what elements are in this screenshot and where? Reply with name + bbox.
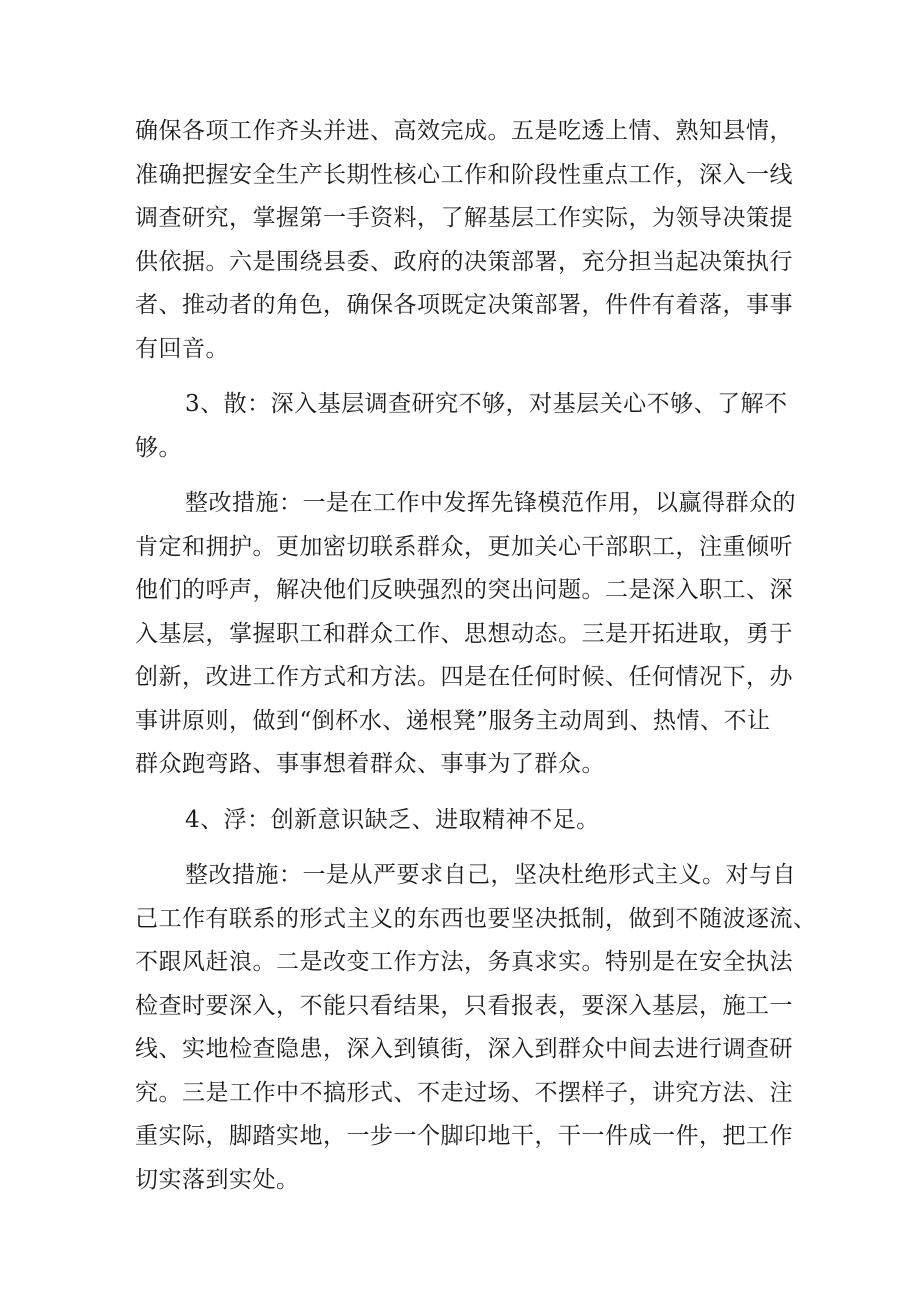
text-line: 够。	[135, 434, 182, 461]
paragraph-2-heading	[135, 383, 790, 470]
text-line: 事讲原则，做到“倒杯水、递根凳”服务主动周到、热情、不让	[135, 707, 771, 734]
text-line: 调查研究，掌握第一手资料，了解基层工作实际，为领导决策提	[135, 205, 793, 231]
text-line: 检查时要深入，不能只看结果，只看报表，要深入基层，施工一	[135, 992, 793, 1019]
text-line: 己工作有联系的形式主义的东西也要坚决抵制，做到不随波逐流、	[135, 905, 817, 932]
text-line: 4、浮：创新意识缺乏、进取精神不足。	[185, 806, 600, 833]
text-line: 群众跑弯路、事事想着群众、事事为了群众。	[135, 751, 605, 777]
text-line: 者、推动者的角色，确保各项既定决策部署，件件有着落，事事	[135, 292, 793, 318]
text-line: 供依据。六是围绕县委、政府的决策部署，充分担当起决策执行	[135, 248, 793, 275]
text-line: 究。三是工作中不搞形式、不走过场、不摆样子，讲究方法、注	[135, 1079, 793, 1106]
text-line: 3、散：深入基层调查研究不够，对基层关心不够、了解不	[185, 391, 788, 417]
text-line: 整改措施：一是在工作中发挥先锋模范作用，以赢得群众的	[185, 490, 796, 516]
text-line: 整改措施：一是从严要求自己，坚决杜绝形式主义。对与自	[185, 862, 796, 888]
text-line: 入基层，掌握职工和群众工作、思想动态。三是开拓进取，勇于	[135, 620, 793, 647]
text-line: 切实落到实处。	[135, 1166, 300, 1193]
text-line: 不跟风赶浪。二是改变工作方法，务真求实。特别是在安全执法	[135, 949, 793, 975]
text-line: 他们的呼声，解决他们反映强烈的突出问题。二是深入职工、深	[135, 577, 793, 603]
text-line: 确保各项工作齐头并进、高效完成。五是吃透上情、熟知县情，	[135, 118, 793, 144]
text-line: 创新，改进工作方式和方法。四是在任何时候、任何情况下，办	[135, 664, 793, 690]
paragraph-4-heading	[135, 799, 790, 843]
text-line: 有回音。	[135, 335, 229, 362]
paragraph-1	[135, 110, 793, 371]
paragraph-3	[135, 482, 796, 787]
text-line: 重实际，脚踏实地，一步一个脚印地干，干一件成一件，把工作	[135, 1123, 793, 1149]
text-line: 肯定和拥护。更加密切联系群众，更加关心干部职工，注重倾听	[135, 533, 793, 560]
text-line: 准确把握安全生产长期性核心工作和阶段性重点工作，深入一线	[135, 161, 793, 188]
paragraph-5	[135, 854, 817, 1202]
text-line: 线、实地检查隐患，深入到镇街，深入到群众中间去进行调查研	[135, 1036, 793, 1062]
